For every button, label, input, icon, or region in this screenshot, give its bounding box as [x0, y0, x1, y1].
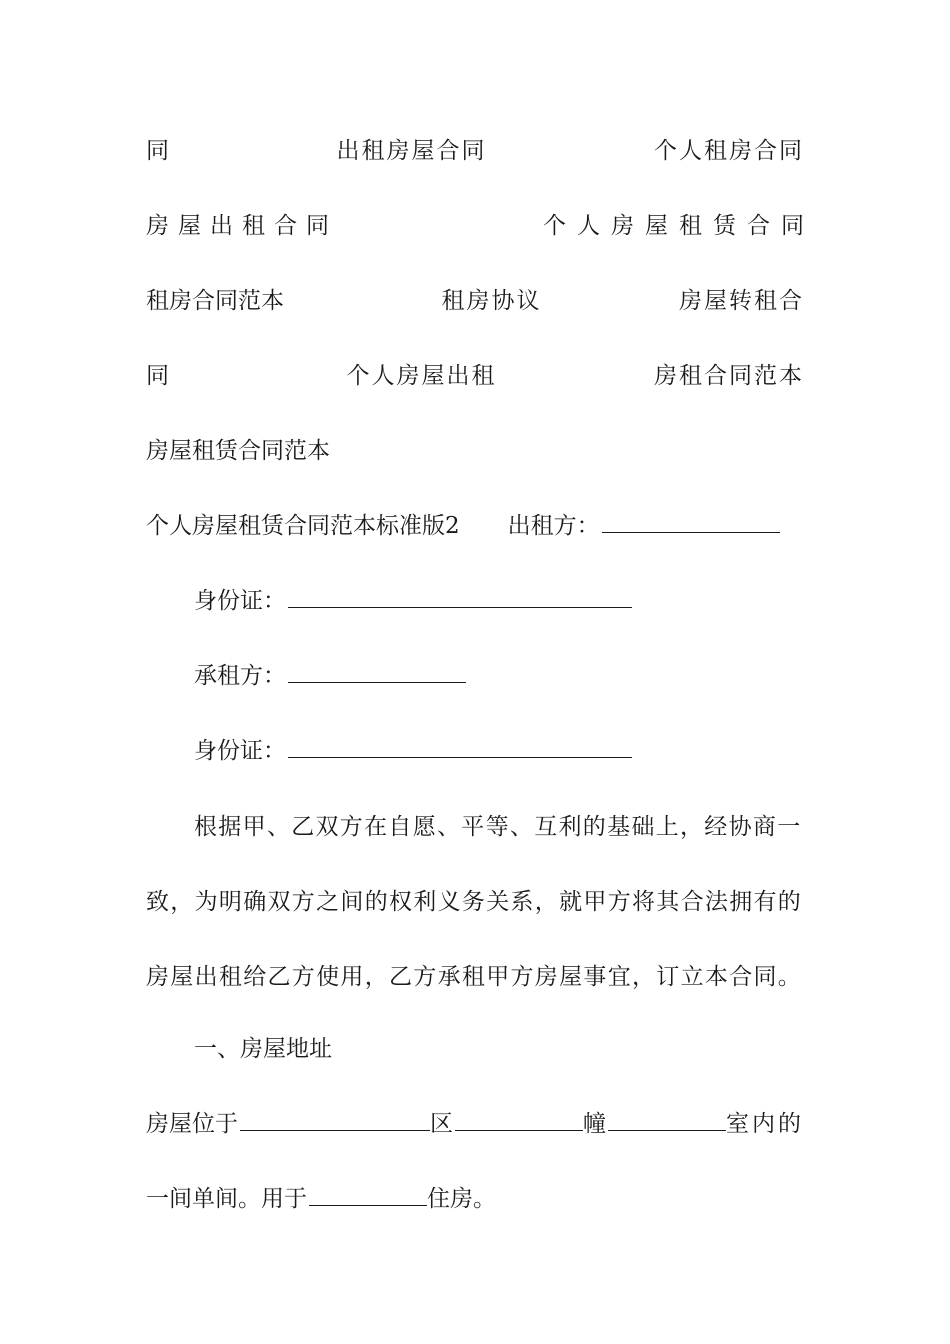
related-link[interactable]: 租房协议: [441, 288, 542, 314]
address-text: 房屋位于: [146, 1111, 238, 1137]
lessor-id-line: [194, 583, 804, 619]
lessor-label: 出租方：: [507, 513, 600, 539]
related-links-row-1: [146, 133, 804, 169]
doc-title-line: [146, 508, 804, 544]
building-blank[interactable]: [455, 1106, 583, 1131]
section-1-heading: 一、房屋地址: [194, 1036, 332, 1062]
district-label: 区: [430, 1111, 453, 1137]
section-1-usage-line: [146, 1181, 804, 1217]
section-1-address-line: [146, 1106, 804, 1142]
usage-text: 一间单间。用于: [146, 1186, 307, 1212]
related-link[interactable]: 个人房屋出租: [346, 363, 497, 389]
lessee-line: [194, 658, 804, 694]
related-link[interactable]: 个人租房合同: [654, 138, 804, 164]
usage-suffix: 住房。: [427, 1186, 496, 1212]
related-link[interactable]: 房租合同范本: [654, 363, 804, 389]
lessee-blank[interactable]: [288, 658, 466, 683]
lessor-blank[interactable]: [602, 508, 780, 533]
related-link[interactable]: 个人房屋租赁合同: [543, 213, 815, 239]
related-link[interactable]: 租房合同范本: [146, 288, 284, 314]
related-links-row-3: [146, 283, 804, 319]
lessee-label: 承租方：: [194, 663, 286, 689]
related-links-row-5: [146, 433, 804, 469]
related-link[interactable]: 房屋出租合同: [146, 213, 338, 239]
lessee-id-label: 身份证：: [194, 738, 286, 764]
lessee-id-line: [194, 733, 804, 769]
related-links-row-4: [146, 358, 804, 394]
lessor-id-label: 身份证：: [194, 588, 286, 614]
related-link[interactable]: 同: [146, 138, 169, 164]
preamble-paragraph: 根据甲、乙双方在自愿、平等、互利的基础上，经协商一致，为明确双方之间的权利义务关系，就甲方将其合法拥有的房屋出租给乙方使用，乙方承租甲方房屋事宜，订立本合同。: [146, 814, 803, 990]
related-links-row-2: [146, 208, 815, 244]
lessor-id-blank[interactable]: [288, 583, 632, 608]
building-label: 幢: [583, 1111, 606, 1137]
lessee-id-blank[interactable]: [288, 733, 632, 758]
related-link[interactable]: 出租房屋合同: [336, 138, 487, 164]
usage-blank[interactable]: [309, 1181, 427, 1206]
room-label: 室内的: [726, 1111, 804, 1137]
doc-title: 个人房屋租赁合同范本标准版2: [146, 513, 460, 539]
district-blank[interactable]: [240, 1106, 430, 1131]
room-blank[interactable]: [608, 1106, 726, 1131]
related-link[interactable]: 同: [146, 363, 169, 389]
related-link[interactable]: 房屋租赁合同范本: [146, 438, 330, 464]
related-link[interactable]: 房屋转租合: [679, 288, 804, 314]
